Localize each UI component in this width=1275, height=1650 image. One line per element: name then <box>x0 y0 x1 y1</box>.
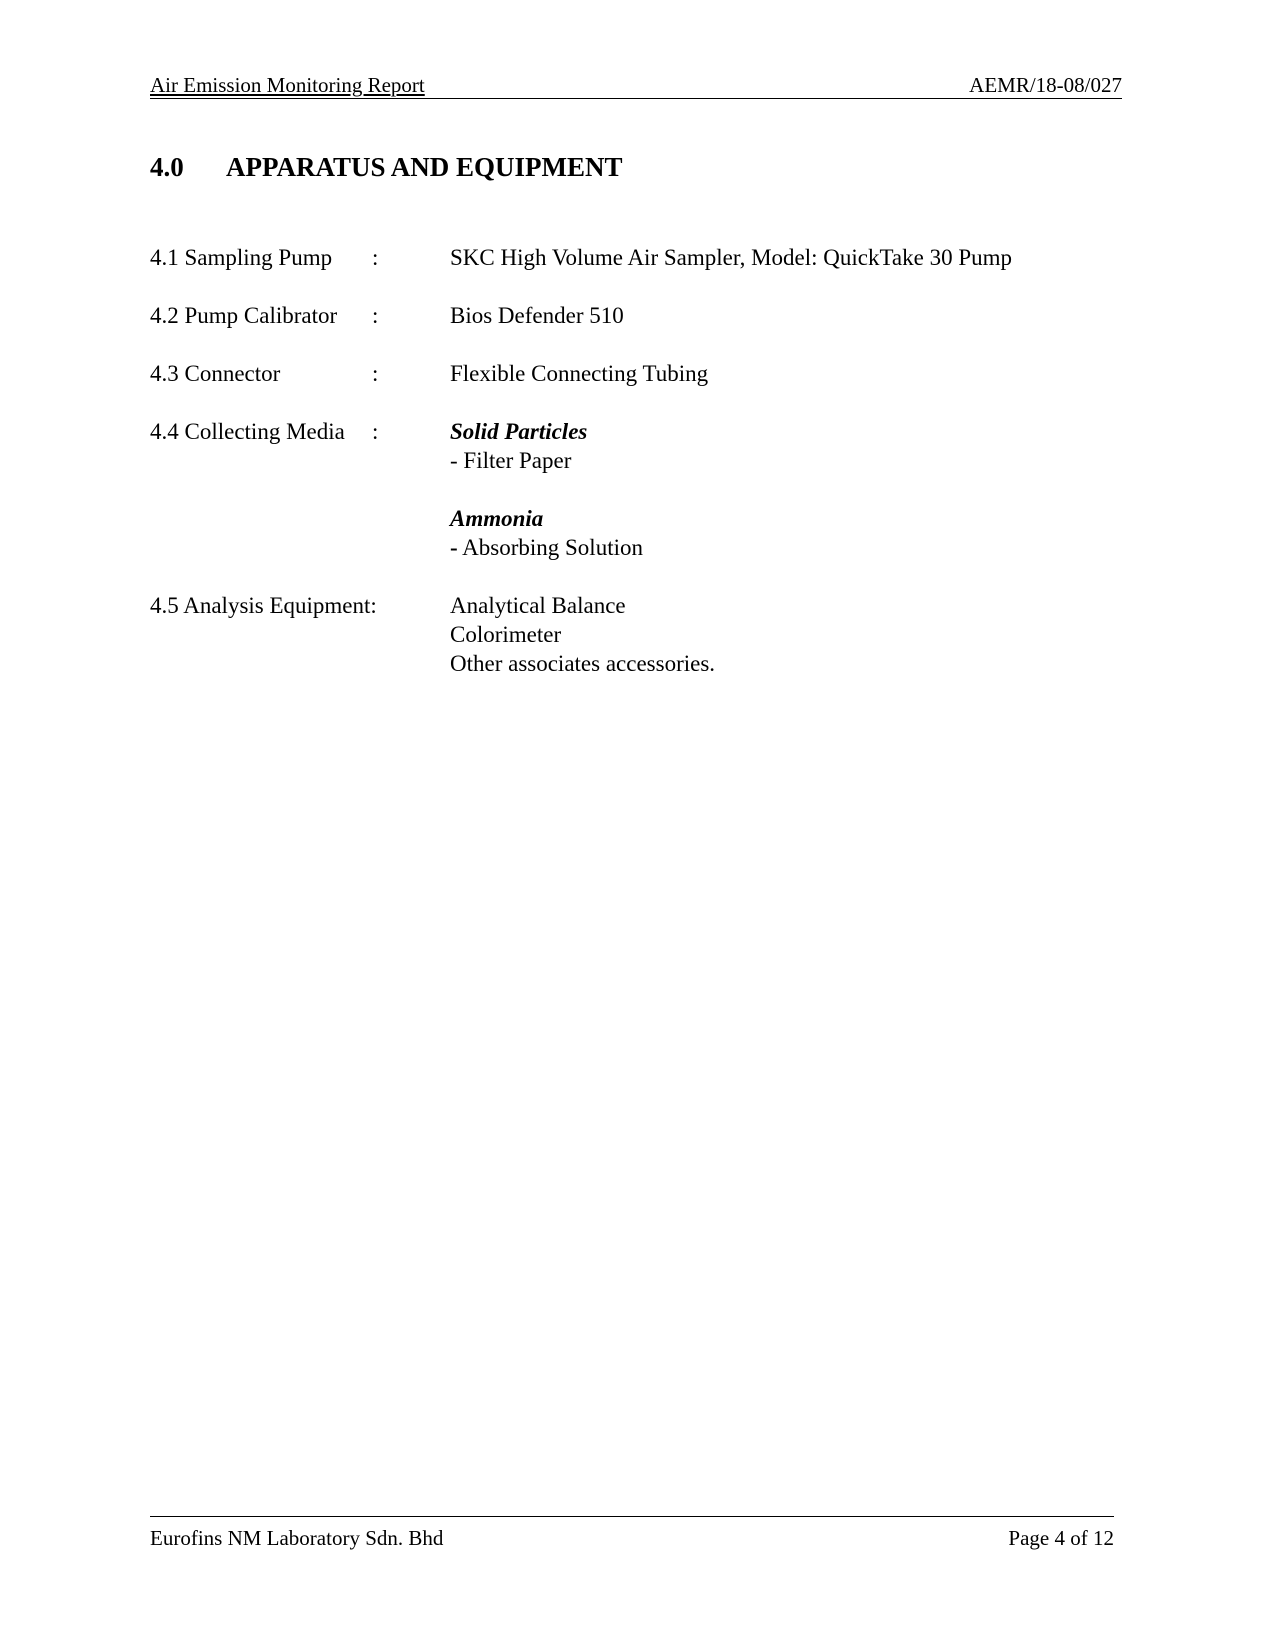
equipment-value <box>450 243 1110 272</box>
company-name: Eurofins NM Laboratory Sdn. Bhd <box>150 1526 444 1550</box>
equipment-label: 4.4 Collecting Media <box>150 419 345 444</box>
equipment-row-collecting-media <box>150 417 1110 562</box>
label-colon: : <box>372 245 379 270</box>
page-number: Page 4 of 12 <box>1008 1526 1114 1550</box>
equipment-label: 4.2 Pump Calibrator <box>150 303 338 328</box>
equipment-row-sampling-pump <box>150 243 1110 272</box>
media-item <box>450 446 1110 475</box>
equipment-list <box>150 243 1110 707</box>
label-colon: : <box>372 303 379 328</box>
media-item-text: Filter Paper <box>463 448 572 473</box>
media-item-text: Absorbing Solution <box>462 535 643 560</box>
label-colon: : <box>372 419 379 444</box>
media-dash: - <box>450 448 458 473</box>
equipment-label: 4.1 Sampling Pump <box>150 245 333 270</box>
report-reference: AEMR/18-08/027 <box>969 73 1122 97</box>
section-heading <box>150 150 623 184</box>
media-dash: - <box>450 535 458 560</box>
section-title: APPARATUS AND EQUIPMENT <box>226 152 623 182</box>
equipment-row-analysis-equipment <box>150 591 1110 678</box>
equipment-value-text: Other associates accessories. <box>450 651 716 676</box>
equipment-value-text: Analytical Balance <box>450 593 626 618</box>
equipment-value-text: Flexible Connecting Tubing <box>450 361 709 386</box>
equipment-row-connector <box>150 359 1110 388</box>
report-title: Air Emission Monitoring Report <box>150 73 425 97</box>
equipment-value <box>450 417 1110 562</box>
equipment-value-text: Bios Defender 510 <box>450 303 624 328</box>
media-group-solid-particles <box>450 417 1110 475</box>
media-item <box>450 533 1110 562</box>
label-colon: : <box>372 361 379 386</box>
media-heading: Solid Particles <box>450 419 588 444</box>
media-group-ammonia <box>450 504 1110 562</box>
page-footer <box>150 1516 1114 1553</box>
equipment-value-text: Colorimeter <box>450 622 562 647</box>
equipment-label: 4.3 Connector <box>150 361 281 386</box>
section-number: 4.0 <box>150 152 184 182</box>
media-heading: Ammonia <box>450 506 544 531</box>
equipment-value <box>450 591 1110 678</box>
equipment-value <box>450 301 1110 330</box>
page-header <box>150 72 1122 99</box>
equipment-value-text: SKC High Volume Air Sampler, Model: QuickTake 30 Pump <box>450 245 1013 270</box>
equipment-row-pump-calibrator <box>150 301 1110 330</box>
equipment-label: 4.5 Analysis Equipment: <box>150 593 377 618</box>
equipment-value <box>450 359 1110 388</box>
